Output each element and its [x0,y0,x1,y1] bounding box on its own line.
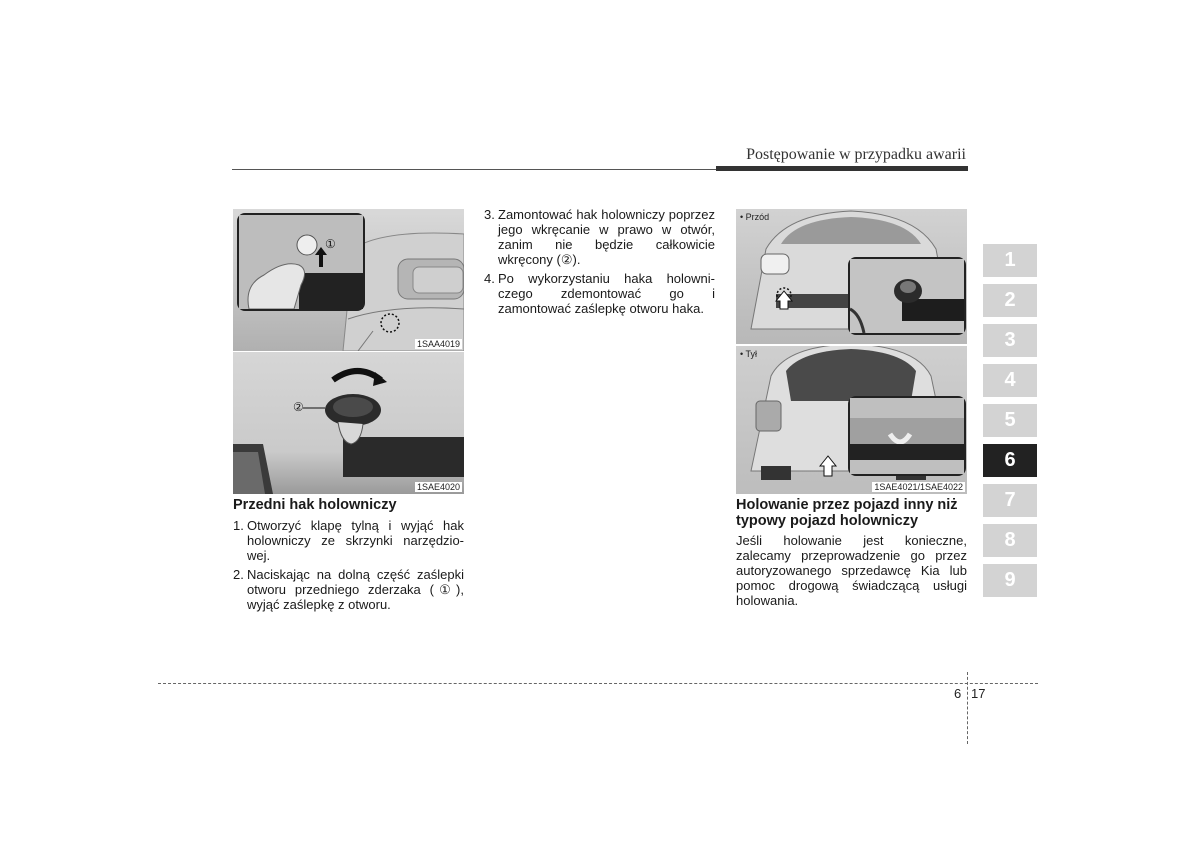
front-view [736,209,967,344]
detail-inset [237,213,365,311]
chapter-tab-4[interactable]: 4 [983,364,1037,397]
list-item [484,271,715,316]
chapter-tab-5[interactable]: 5 [983,404,1037,437]
footer-divider [967,672,968,744]
steps-list-middle [484,207,715,316]
list-item [233,567,464,612]
chapter-tab-8[interactable]: 8 [983,524,1037,557]
callout-2: ② [293,400,304,414]
hand-removing-cover-illustration [239,215,363,309]
callout-1: ① [325,237,336,251]
list-item [233,518,464,563]
detail-inset [848,396,966,476]
chapter-tab-7[interactable]: 7 [983,484,1037,517]
figure-tow-hook-photo [233,352,464,494]
figure-code: 1SAE4020 [416,482,460,492]
rear-label: • Tył [740,349,757,359]
rear-tow-hook-illustration [850,398,964,474]
tow-hook-installed-illustration [850,259,964,333]
list-item-text: Otworzyć klapę tylną i wyjąć hak holowniczy ze skrzynki narzędzio-wej. [247,518,464,563]
running-header: Postępowanie w przypadku awarii [746,146,966,163]
section-title-front-hook: Przedni hak holowniczy [233,497,397,513]
header-rule [232,169,716,170]
figure-code: 1SAA4019 [416,339,460,349]
towing-paragraph: Jeśli holowanie jest konieczne, zalecamy przeprowadzenie go przez autoryzowanego sprzedawcę Kia lub pomoc drogową świadczącą usługi holowania. [736,533,967,608]
header-rule-accent [716,166,968,171]
footer-rule [158,683,1038,684]
chapter-tab-6[interactable]: 6 [983,444,1037,477]
chapter-tab-3[interactable]: 3 [983,324,1037,357]
steps-list-left [233,518,464,612]
chapter-tab-9[interactable]: 9 [983,564,1037,597]
chapter-number: 6 [954,686,962,701]
list-item-number: 3. [484,207,495,222]
front-label: • Przód [740,212,770,222]
figure-code: 1SAE4021/1SAE4022 [874,482,963,492]
chapter-tab-2[interactable]: 2 [983,284,1037,317]
rear-view [736,346,967,494]
list-item-number: 4. [484,271,495,286]
list-item-number: 1. [233,518,244,533]
list-item-number: 2. [233,567,244,582]
figure-front-rear-photo [736,209,967,494]
list-item-text: Zamontować hak holowniczy poprzez jego wkręcanie w prawo w otwór, zanim nie będzie całkowicie wkręcony (②). [498,207,715,267]
section-title-non-standard-towing: Holowanie przez pojazd inny niż typowy pojazd holowniczy [736,497,958,529]
chapter-tabs [983,244,1037,597]
detail-inset [848,257,966,335]
tow-hook-illustration [233,352,464,494]
list-item-text: Po wykorzystaniu haka holowni-czego zdemontować go i zamontować zaślepkę otworu haka. [498,271,715,316]
page-number: 17 [971,686,986,701]
list-item-text: Naciskając na dolną część zaślepki otworu przedniego zderzaka (①), wyjąć zaślepkę z otworu. [247,567,464,612]
chapter-tab-1[interactable]: 1 [983,244,1037,277]
list-item [484,207,715,267]
figure-front-cover-photo [233,209,464,351]
